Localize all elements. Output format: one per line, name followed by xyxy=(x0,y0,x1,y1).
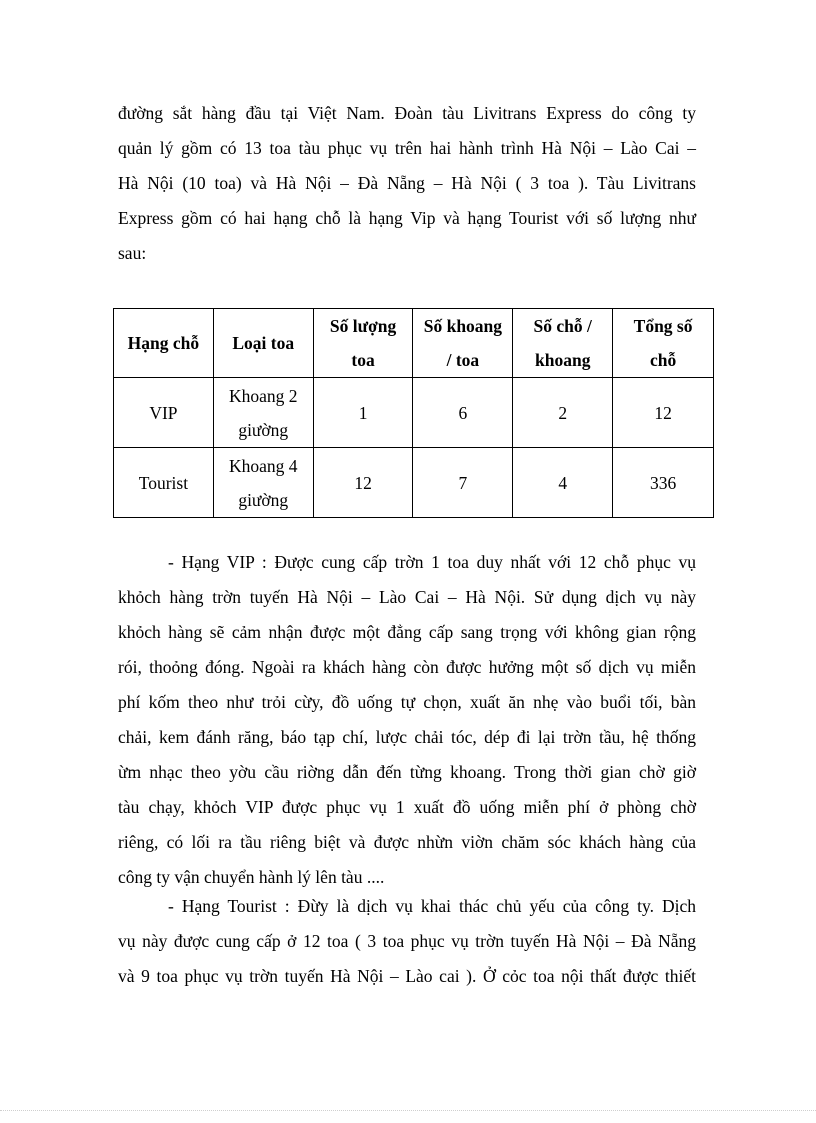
header-seats-per-compartment: Số chỗ / khoang xyxy=(513,309,613,378)
table-row xyxy=(114,448,714,518)
cell-seats-per-compartment: 2 xyxy=(513,378,613,448)
paragraph-line: phí kốm theo như trỏi cừy, đồ uống tự chọn, xuất ăn nhẹ vào buổi tối, bàn xyxy=(118,692,696,712)
paragraph-line: vụ này được cung cấp ở 12 toa ( 3 toa phục vụ trờn tuyến Hà Nội – Đà Nẵng xyxy=(118,931,696,951)
paragraph-line: rói, thoỏng đóng. Ngoài ra khách hàng còn được hưởng một số dịch vụ miễn xyxy=(118,657,696,677)
paragraph-line: Hà Nội (10 toa) và Hà Nội – Đà Nẵng – Hà Nội ( 3 toa ). Tàu Livitrans xyxy=(118,173,696,193)
header-compartments-per-car: Số khoang / toa xyxy=(413,309,513,378)
paragraph-line: riêng, có lối ra tầu riêng biệt và được nhừn viờn chăm sóc khách hàng của xyxy=(118,832,696,852)
seat-class-table xyxy=(113,308,714,518)
cell-compartments-per-car: 6 xyxy=(413,378,513,448)
tourist-paragraph xyxy=(118,889,696,994)
cell-car-type: Khoang 4 giường xyxy=(213,448,313,518)
header-total-seats: Tổng số chỗ xyxy=(613,309,714,378)
paragraph-line: khỏch hàng trờn tuyến Hà Nội – Lào Cai – Hà Nội. Sử dụng dịch vụ này xyxy=(118,587,696,607)
paragraph-line: chải, kem đánh răng, báo tạp chí, lược chải tóc, dép đi lại trờn tầu, hệ thống xyxy=(118,727,696,747)
paragraph-line: tàu chạy, khỏch VIP được phục vụ 1 xuất đồ uống miễn phí ở phòng chờ xyxy=(118,797,696,817)
intro-paragraph xyxy=(118,96,696,271)
paragraph-line: Express gồm có hai hạng chỗ là hạng Vip và hạng Tourist với số lượng như xyxy=(118,208,696,228)
cell-compartments-per-car: 7 xyxy=(413,448,513,518)
cell-class: VIP xyxy=(114,378,214,448)
paragraph-line: và 9 toa phục vụ trờn tuyến Hà Nội – Lào cai ). Ở cỏc toa nội thất được thiết xyxy=(118,966,696,986)
paragraph-line: - Hạng VIP : Được cung cấp trờn 1 toa duy nhất với 12 chỗ phục vụ xyxy=(168,552,696,572)
cell-total-seats: 12 xyxy=(613,378,714,448)
paragraph-line: sau: xyxy=(118,243,147,263)
page-bottom-rule xyxy=(0,1110,816,1111)
cell-car-type: Khoang 2 giường xyxy=(213,378,313,448)
table-header-row xyxy=(114,309,714,378)
cell-class: Tourist xyxy=(114,448,214,518)
paragraph-line: ừm nhạc theo yờu cầu riờng dẫn đến từng khoang. Trong thời gian chờ giờ xyxy=(118,762,696,782)
paragraph-line: công ty vận chuyển hành lý lên tàu .... xyxy=(118,867,385,887)
header-class: Hạng chỗ xyxy=(114,309,214,378)
paragraph-line: đường sắt hàng đầu tại Việt Nam. Đoàn tàu Livitrans Express do công ty xyxy=(118,103,696,123)
vip-paragraph xyxy=(118,545,696,895)
cell-seats-per-compartment: 4 xyxy=(513,448,613,518)
cell-car-count: 1 xyxy=(313,378,413,448)
cell-car-count: 12 xyxy=(313,448,413,518)
header-car-type: Loại toa xyxy=(213,309,313,378)
cell-total-seats: 336 xyxy=(613,448,714,518)
paragraph-line: khỏch hàng sẽ cảm nhận được một đẳng cấp sang trọng với không gian rộng xyxy=(118,622,696,642)
paragraph-line: quản lý gồm có 13 toa tàu phục vụ trên hai hành trình Hà Nội – Lào Cai – xyxy=(118,138,696,158)
paragraph-line: - Hạng Tourist : Đừy là dịch vụ khai thác chủ yếu của công ty. Dịch xyxy=(168,896,696,916)
table-row xyxy=(114,378,714,448)
header-car-count: Số lượng toa xyxy=(313,309,413,378)
